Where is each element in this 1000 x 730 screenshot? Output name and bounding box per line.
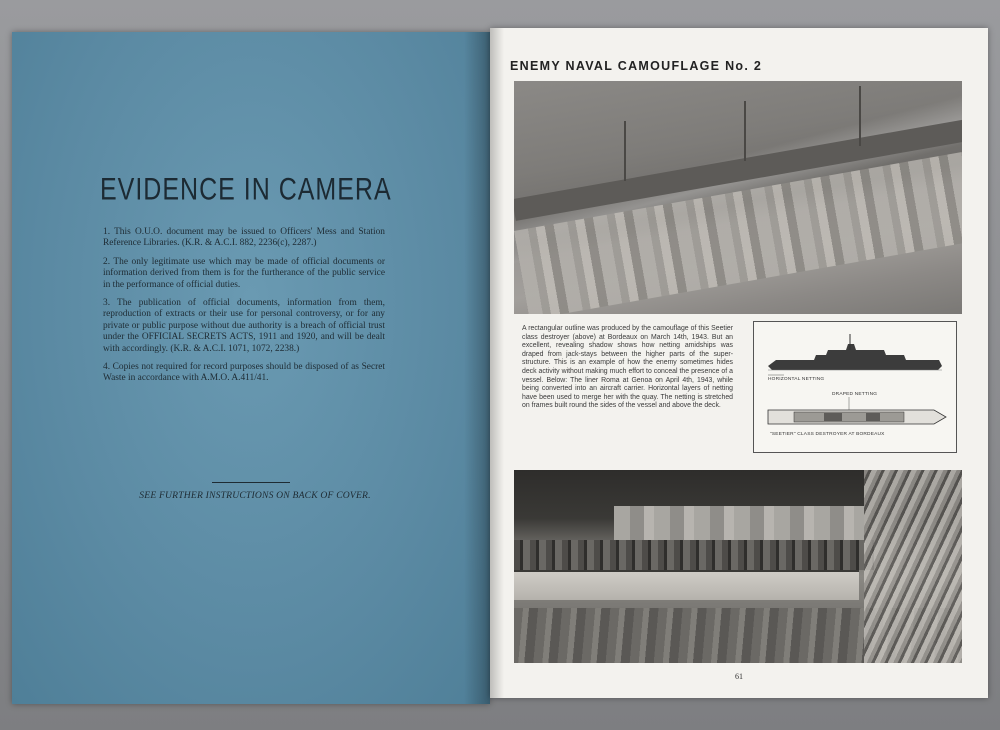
cover-instructions: [103, 227, 385, 392]
photo-mast: [624, 121, 626, 181]
diagram-caption: "SEETIER" CLASS DESTROYER AT BORDEAUX: [770, 432, 885, 437]
photo-mast: [859, 86, 861, 146]
divider-rule: [212, 482, 290, 483]
instruction-paragraph-2: 2. The only legitimate use which may be made of official documents or information derived from them is for the furtherance of the public service in the performance of official duties.: [103, 256, 385, 290]
photo-deck-shape: [514, 540, 874, 570]
cover-title: EVIDENCE IN CAMERA: [100, 172, 392, 207]
photo-mast: [744, 101, 746, 161]
label-draped-netting: DRAPED NETTING: [832, 392, 878, 397]
aerial-photo-liner: [514, 470, 962, 663]
cover-footer-note: SEE FURTHER INSTRUCTIONS ON BACK OF COVER.: [139, 490, 371, 501]
label-horizontal-netting: HORIZONTAL NETTING: [768, 377, 825, 382]
spine-shadow: [490, 28, 504, 698]
gutter-shadow: [464, 32, 490, 704]
page-header: ENEMY NAVAL CAMOUFLAGE No. 2: [510, 59, 763, 73]
page-number: 61: [735, 672, 743, 681]
photo-hull-shape: [514, 570, 859, 600]
destroyer-diagram: [753, 321, 957, 453]
instruction-paragraph-1: 1. This O.U.O. document may be issued to Officers' Mess and Station Reference Libraries. (K.R. & A.C.I. 882, 2236(c), 2287.): [103, 227, 385, 249]
photo-caption: A rectangular outline was produced by the camouflage of this Seetier class destroyer (above) at Bordeaux on March 14th, 1943. But an excellent, revealing shadow shows how netting amidships was draped from jack-stays between the higher parts of the super-structure. This is an example of how the enemy sometimes hides deck activity without making much effort to conceal the presence of a vessel. Below: The liner Roma at Genoa on April 4th, 1943, while being converted into an aircraft carrier. Horizontal layers of netting have been used to merge her with the quay. The netting is stretched on frames built round the sides of the vessel and above the deck.: [522, 325, 733, 410]
instruction-paragraph-3: 3. The publication of official documents, information from them, reproduction of extracts or their use for personal controversy, or for any private or public purpose without due authority is a breach of official trust under the OFFICIAL SECRETS ACTS, 1911 and 1920, and will be dealt with accordingly. (K.R. & A.C.I. 1071, 1072, 2238.): [103, 298, 385, 354]
aerial-photo-destroyer: [514, 81, 962, 314]
instruction-paragraph-4: 4. Copies not required for record purposes should be disposed of as Secret Waste in accordance with A.M.O. A.411/41.: [103, 362, 385, 384]
photo-railyard-shape: [864, 470, 962, 663]
photo-liner-shape: [614, 506, 864, 542]
right-page: [490, 28, 988, 698]
